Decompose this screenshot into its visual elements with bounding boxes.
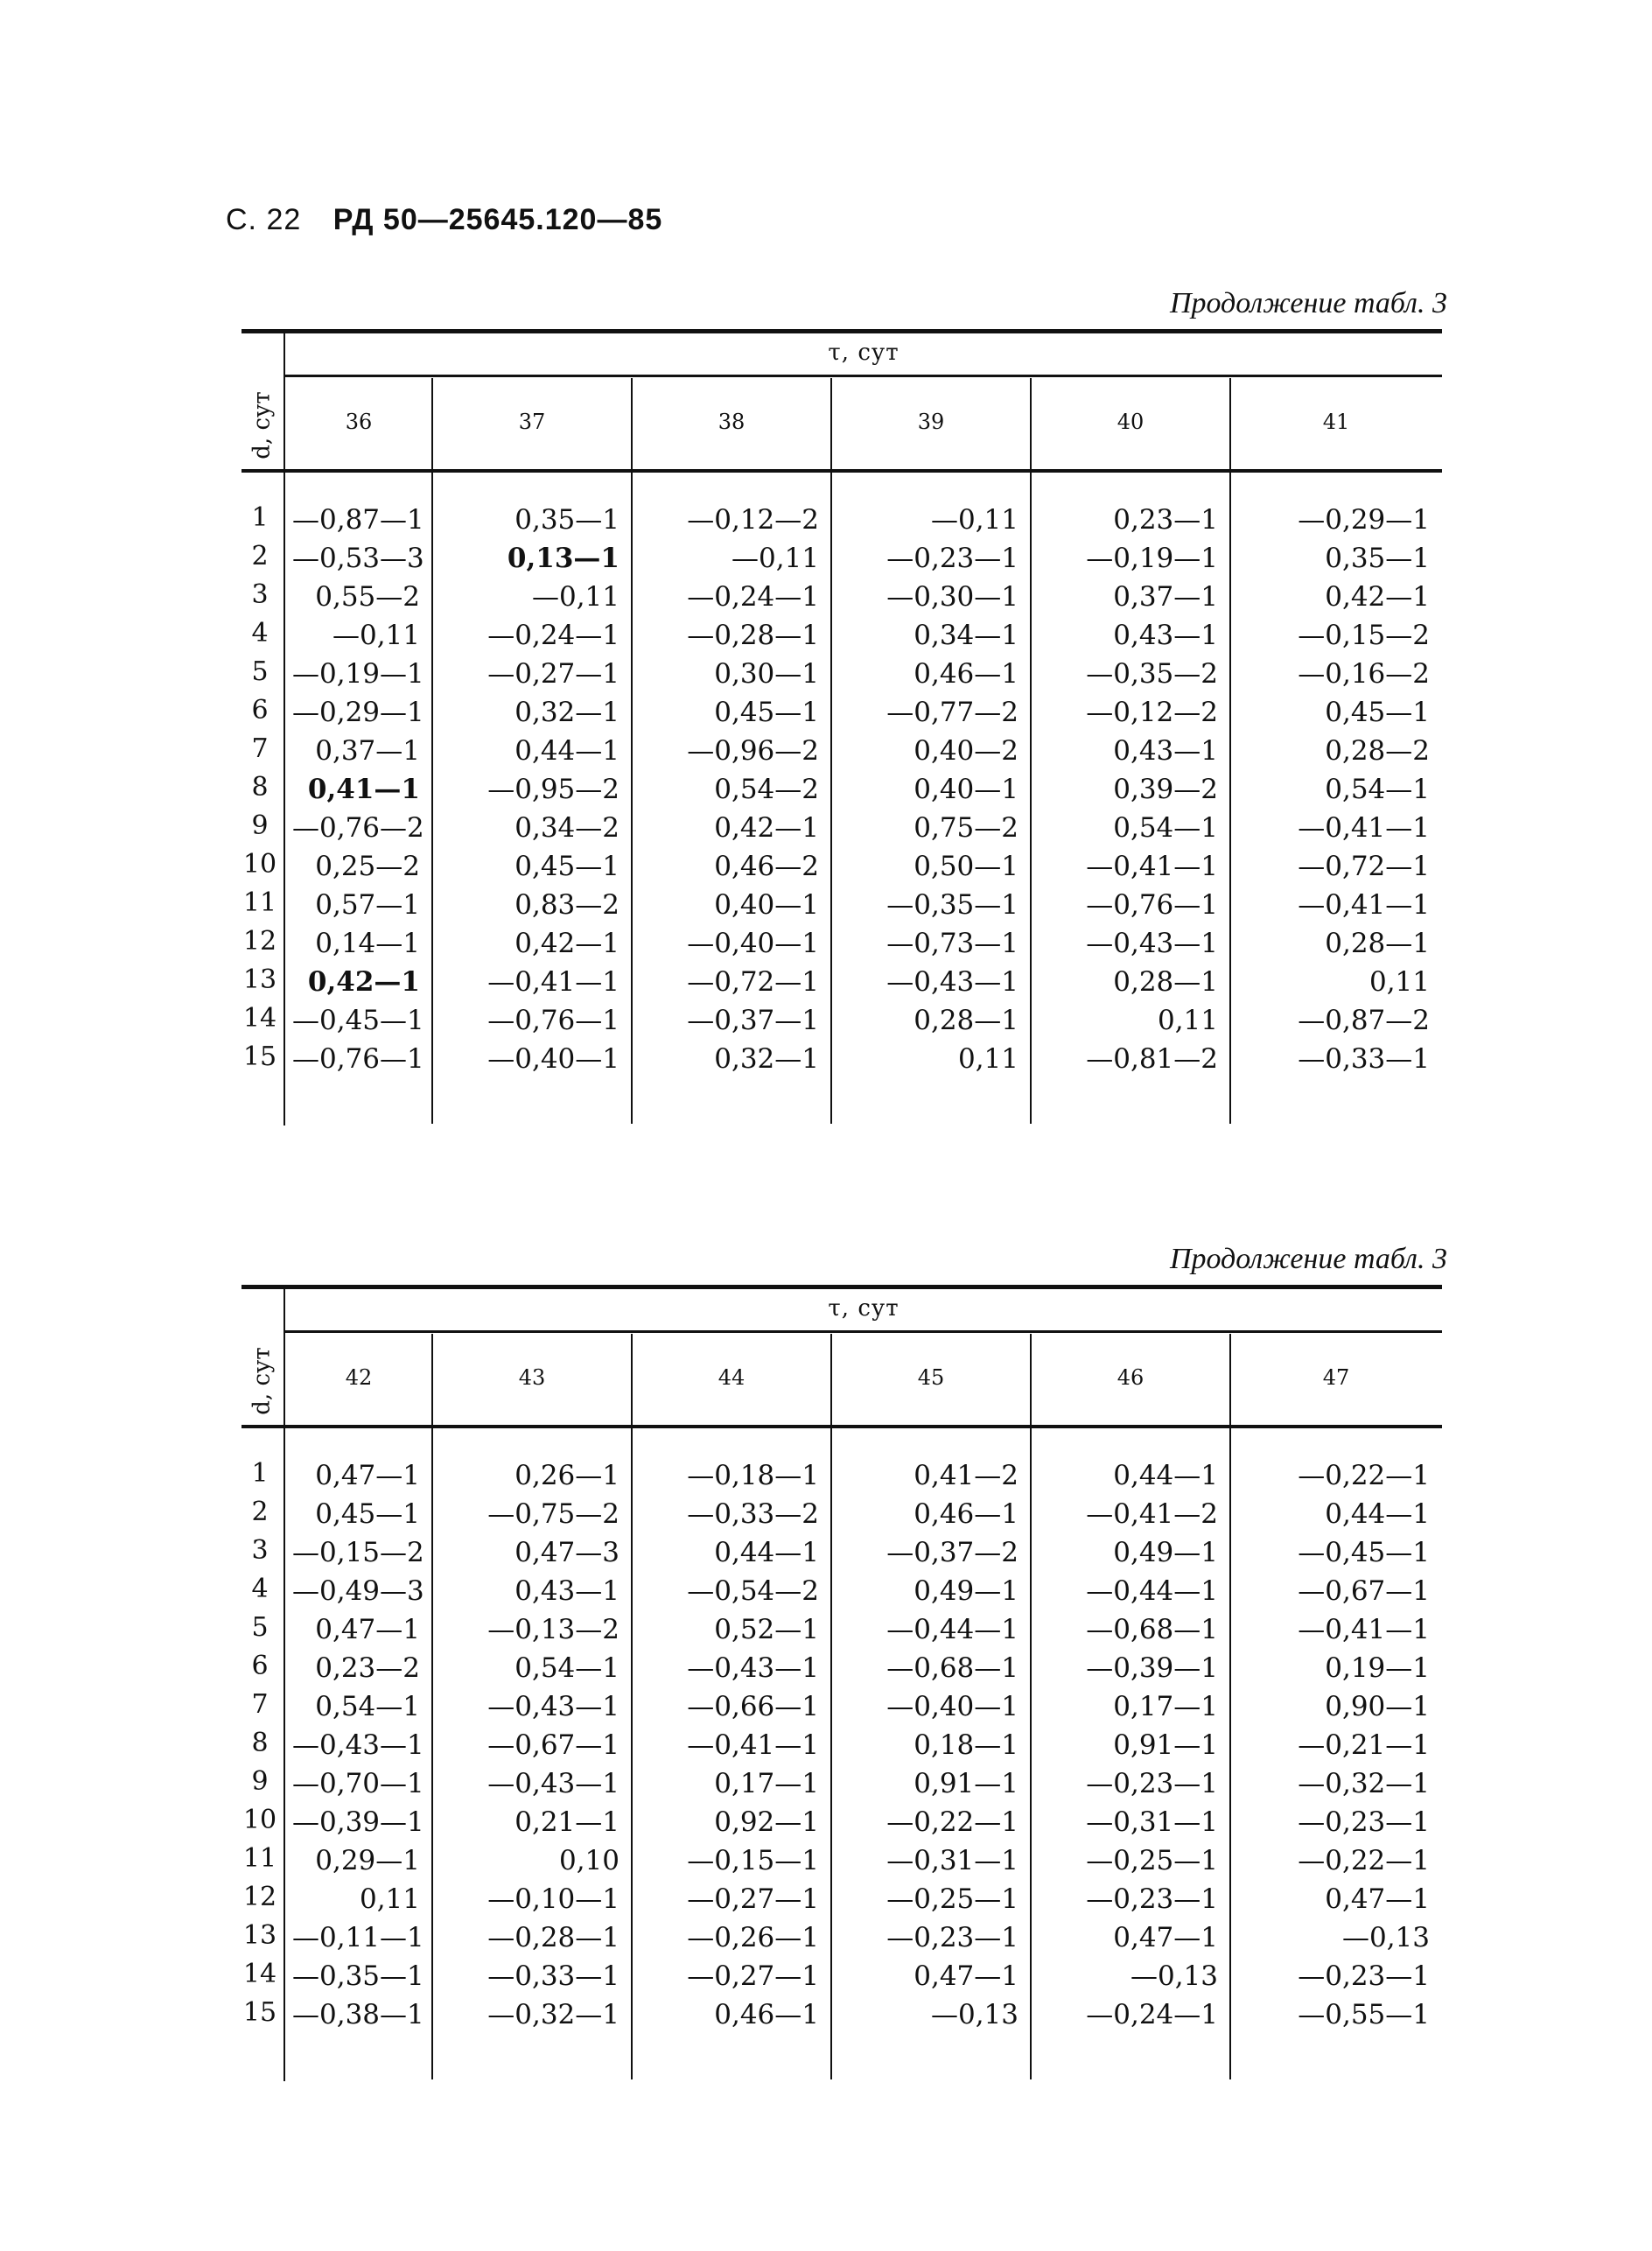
table-cell: —0,67—1	[487, 1729, 620, 1761]
table-cell: 0,13—1	[507, 543, 620, 574]
column-divider	[431, 378, 433, 1124]
column-header: 42	[345, 1365, 373, 1390]
table-cell: 0,35—1	[1325, 543, 1430, 574]
row-number: 12	[242, 926, 277, 957]
table-cell: —0,41—1	[687, 1729, 819, 1761]
table-cell: —0,10—1	[487, 1883, 620, 1915]
table-cell: —0,12—2	[687, 504, 819, 536]
table-cell: —0,35—1	[886, 889, 1018, 921]
table-cell: —0,43—1	[487, 1768, 620, 1799]
table-cell: 0,10	[558, 1845, 620, 1876]
table-cell: —0,40—1	[487, 1043, 620, 1075]
page-header	[226, 203, 662, 237]
table-cell: 0,42—1	[1325, 581, 1430, 613]
table-cell: —0,22—1	[1298, 1460, 1430, 1491]
table-cell: 0,34—2	[514, 812, 620, 844]
table-cell: —0,41—2	[1086, 1498, 1218, 1530]
tau-rule	[285, 1330, 1442, 1333]
d-axis-text: d, сут	[249, 1347, 276, 1415]
table-cell: 0,21—1	[514, 1806, 620, 1838]
table-cell: —0,33—2	[687, 1498, 819, 1530]
column-divider	[1030, 1334, 1032, 2079]
table-cell: —0,66—1	[687, 1691, 819, 1722]
table-cell: —0,13	[1341, 1922, 1430, 1953]
row-number: 2	[251, 1497, 269, 1527]
table-cell: —0,21—1	[1298, 1729, 1430, 1761]
column-divider	[1030, 378, 1032, 1124]
table-cell: —0,76—1	[1086, 889, 1218, 921]
table-cell: —0,44—1	[886, 1614, 1018, 1645]
table-cell: —0,25—1	[1086, 1845, 1218, 1876]
table-cell: —0,45—1	[1298, 1537, 1430, 1568]
table-cell: 0,11	[359, 1883, 420, 1915]
table-cell: 0,42—1	[514, 928, 620, 959]
table-cell: 0,19—1	[1325, 1652, 1430, 1684]
tau-rule	[285, 375, 1442, 377]
row-number: 7	[251, 1689, 269, 1720]
table-cell: 0,44—1	[514, 735, 620, 767]
table-cell: —0,40—1	[886, 1691, 1018, 1722]
table-cell: 0,44—1	[1113, 1460, 1218, 1491]
table-cell: 0,46—1	[714, 1999, 819, 2030]
table-top-rule	[242, 329, 1442, 333]
table-cell: 0,18—1	[914, 1729, 1018, 1761]
table-cell: —0,19—1	[292, 658, 424, 690]
table-cell: —0,28—1	[687, 620, 819, 651]
table-cell: —0,41—1	[1298, 812, 1430, 844]
column-header: 47	[1322, 1365, 1350, 1390]
table-cell: —0,28—1	[487, 1922, 620, 1953]
table-cell: 0,43—1	[514, 1575, 620, 1607]
row-number: 3	[251, 1535, 269, 1566]
table-cell: 0,47—3	[514, 1537, 620, 1568]
column-header: 44	[718, 1365, 746, 1390]
table-cell: 0,49—1	[914, 1575, 1018, 1607]
table-cell: —0,37—1	[687, 1005, 819, 1036]
row-number: 15	[242, 1997, 277, 2028]
table-cell: 0,47—1	[914, 1960, 1018, 1992]
table-cell: 0,41—2	[914, 1460, 1018, 1491]
table-cell: 0,90—1	[1325, 1691, 1430, 1722]
table-cell: —0,33—1	[1298, 1043, 1430, 1075]
table-caption: Продолжение табл. 3	[1169, 1243, 1447, 1275]
row-number: 10	[242, 1805, 277, 1835]
table-cell: 0,14—1	[315, 928, 420, 959]
table-cell: 0,23—2	[315, 1652, 420, 1684]
table-cell: —0,13	[1130, 1960, 1218, 1992]
table-cell: 0,28—1	[914, 1005, 1018, 1036]
row-number: 11	[242, 1843, 277, 1874]
table-cell: 0,11	[957, 1043, 1018, 1075]
table-cell: 0,45—1	[315, 1498, 420, 1530]
column-divider	[1229, 1334, 1231, 2079]
table-cell: 0,11	[1157, 1005, 1218, 1036]
table-cell: 0,32—1	[714, 1043, 819, 1075]
table-cell: —0,72—1	[687, 966, 819, 998]
table-top-rule	[242, 1285, 1442, 1289]
table-cell: —0,15—2	[1298, 620, 1430, 651]
row-number: 2	[251, 541, 269, 572]
column-divider	[631, 1334, 633, 2079]
table-cell: 0,55—2	[315, 581, 420, 613]
header-bottom-rule	[242, 469, 1442, 473]
column-header: 39	[917, 410, 945, 434]
table-cell: —0,40—1	[687, 928, 819, 959]
table-cell: —0,29—1	[292, 697, 424, 728]
table-cell: 0,45—1	[514, 851, 620, 882]
table-cell: 0,54—2	[714, 774, 819, 805]
tau-header: τ, сут	[828, 1295, 900, 1322]
table-cell: 0,37—1	[315, 735, 420, 767]
row-number: 4	[251, 1574, 269, 1604]
table-cell: 0,52—1	[714, 1614, 819, 1645]
table-cell: 0,37—1	[1113, 581, 1218, 613]
table-cell: 0,46—2	[714, 851, 819, 882]
table-cell: 0,45—1	[714, 697, 819, 728]
table-cell: —0,11	[531, 581, 620, 613]
table-cell: 0,28—1	[1325, 928, 1430, 959]
row-number: 13	[242, 964, 277, 995]
table-cell: —0,24—1	[487, 620, 620, 651]
d-axis-label	[243, 382, 282, 469]
table-cell: —0,81—2	[1086, 1043, 1218, 1075]
table-cell: —0,23—1	[1298, 1960, 1430, 1992]
tau-header: τ, сут	[828, 340, 900, 366]
table-cell: —0,87—1	[292, 504, 424, 536]
column-header: 43	[518, 1365, 546, 1390]
table-cell: —0,18—1	[687, 1460, 819, 1491]
table-cell: 0,35—1	[514, 504, 620, 536]
column-header: 40	[1116, 410, 1144, 434]
d-axis-label	[243, 1337, 282, 1425]
table-cell: —0,31—1	[1086, 1806, 1218, 1838]
table-cell: —0,31—1	[886, 1845, 1018, 1876]
row-number: 8	[251, 772, 269, 803]
column-header: 37	[518, 410, 546, 434]
table-cell: 0,44—1	[1325, 1498, 1430, 1530]
column-divider	[830, 1334, 832, 2079]
table-cell: —0,96—2	[687, 735, 819, 767]
table-cell: —0,43—1	[1086, 928, 1218, 959]
table-cell: 0,47—1	[315, 1460, 420, 1491]
document-code: РД 50—25645.120—85	[332, 203, 663, 236]
table-cell: 0,40—1	[914, 774, 1018, 805]
table-cell: —0,15—2	[292, 1537, 424, 1568]
table-cell: —0,39—1	[1086, 1652, 1218, 1684]
table-cell: —0,72—1	[1298, 851, 1430, 882]
column-divider	[1229, 378, 1231, 1124]
table-cell: —0,43—1	[487, 1691, 620, 1722]
table-cell: —0,39—1	[292, 1806, 424, 1838]
row-number: 8	[251, 1728, 269, 1758]
table-cell: —0,29—1	[1298, 504, 1430, 536]
table-cell: —0,54—2	[687, 1575, 819, 1607]
table-cell: 0,54—1	[1325, 774, 1430, 805]
table-cell: —0,77—2	[886, 697, 1018, 728]
table-cell: —0,24—1	[687, 581, 819, 613]
table-cell: —0,13	[930, 1999, 1018, 2030]
table-cell: 0,46—1	[914, 1498, 1018, 1530]
table-cell: —0,32—1	[1298, 1768, 1430, 1799]
table-cell: —0,38—1	[292, 1999, 424, 2030]
row-number: 7	[251, 733, 269, 764]
table-cell: 0,54—1	[1113, 812, 1218, 844]
row-number: 1	[251, 502, 269, 533]
table-cell: —0,33—1	[487, 1960, 620, 1992]
table-cell: —0,27—1	[687, 1883, 819, 1915]
table-cell: —0,55—1	[1298, 1999, 1430, 2030]
table-cell: 0,17—1	[1113, 1691, 1218, 1722]
table-cell: —0,24—1	[1086, 1999, 1218, 2030]
table-cell: —0,23—1	[886, 543, 1018, 574]
table-cell: —0,30—1	[886, 581, 1018, 613]
column-divider	[284, 333, 285, 1126]
table-cell: —0,11	[930, 504, 1018, 536]
table-cell: —0,35—1	[292, 1960, 424, 1992]
page-number: С. 22	[226, 203, 302, 236]
table-cell: —0,73—1	[886, 928, 1018, 959]
table-cell: —0,25—1	[886, 1883, 1018, 1915]
table-cell: —0,35—2	[1086, 658, 1218, 690]
table-cell: —0,26—1	[687, 1922, 819, 1953]
row-number: 5	[251, 656, 269, 687]
table-cell: 0,25—2	[315, 851, 420, 882]
table-cell: —0,15—1	[687, 1845, 819, 1876]
table-cell: 0,34—1	[914, 620, 1018, 651]
table-cell: 0,54—1	[514, 1652, 620, 1684]
table-cell: —0,53—3	[292, 543, 424, 574]
data-table	[242, 1285, 1442, 2081]
table-cell: —0,70—1	[292, 1768, 424, 1799]
table-cell: 0,75—2	[914, 812, 1018, 844]
table-cell: 0,44—1	[714, 1537, 819, 1568]
table-cell: 0,23—1	[1113, 504, 1218, 536]
table-cell: —0,19—1	[1086, 543, 1218, 574]
row-number: 6	[251, 695, 269, 726]
table-cell: 0,47—1	[1113, 1922, 1218, 1953]
table-cell: —0,44—1	[1086, 1575, 1218, 1607]
row-number: 1	[251, 1458, 269, 1489]
table-cell: —0,43—1	[292, 1729, 424, 1761]
table-cell: —0,23—1	[1086, 1883, 1218, 1915]
column-header: 46	[1116, 1365, 1144, 1390]
table-cell: 0,40—1	[714, 889, 819, 921]
row-number: 3	[251, 579, 269, 610]
column-divider	[284, 1288, 285, 2081]
table-cell: —0,41—1	[1298, 889, 1430, 921]
column-divider	[431, 1334, 433, 2079]
table-cell: 0,26—1	[514, 1460, 620, 1491]
row-number: 6	[251, 1651, 269, 1681]
table-cell: —0,11	[731, 543, 819, 574]
table-cell: 0,29—1	[315, 1845, 420, 1876]
table-cell: 0,91—1	[914, 1768, 1018, 1799]
row-number: 13	[242, 1920, 277, 1951]
table-cell: —0,68—1	[886, 1652, 1018, 1684]
table-cell: —0,23—1	[1086, 1768, 1218, 1799]
table-cell: 0,47—1	[1325, 1883, 1430, 1915]
table-cell: —0,16—2	[1298, 658, 1430, 690]
table-cell: —0,37—2	[886, 1537, 1018, 1568]
table-cell: 0,11	[1368, 966, 1430, 998]
table-cell: —0,11—1	[292, 1922, 424, 1953]
table-cell: —0,76—2	[292, 812, 424, 844]
table-cell: 0,17—1	[714, 1768, 819, 1799]
table-cell: 0,92—1	[714, 1806, 819, 1838]
row-number: 15	[242, 1041, 277, 1072]
row-number: 11	[242, 887, 277, 918]
table-cell: —0,76—1	[487, 1005, 620, 1036]
table-cell: 0,50—1	[914, 851, 1018, 882]
table-cell: —0,45—1	[292, 1005, 424, 1036]
row-number: 5	[251, 1612, 269, 1643]
row-number: 14	[242, 1003, 277, 1034]
table-caption: Продолжение табл. 3	[1169, 287, 1447, 319]
row-number: 12	[242, 1882, 277, 1912]
table-cell: 0,47—1	[315, 1614, 420, 1645]
column-header: 38	[718, 410, 746, 434]
table-cell: —0,49—3	[292, 1575, 424, 1607]
table-cell: —0,67—1	[1298, 1575, 1430, 1607]
table-cell: 0,43—1	[1113, 735, 1218, 767]
column-header: 36	[345, 410, 373, 434]
table-cell: 0,49—1	[1113, 1537, 1218, 1568]
table-cell: —0,41—1	[1086, 851, 1218, 882]
table-cell: —0,87—2	[1298, 1005, 1430, 1036]
table-cell: 0,39—2	[1113, 774, 1218, 805]
table-cell: 0,42—1	[307, 966, 420, 998]
table-cell: 0,41—1	[307, 774, 420, 805]
row-number: 4	[251, 618, 269, 649]
row-number: 14	[242, 1959, 277, 1989]
table-cell: 0,57—1	[315, 889, 420, 921]
row-number: 10	[242, 849, 277, 880]
table-cell: —0,22—1	[886, 1806, 1018, 1838]
table-cell: 0,40—2	[914, 735, 1018, 767]
table-cell: 0,46—1	[914, 658, 1018, 690]
table-cell: 0,28—2	[1325, 735, 1430, 767]
table-cell: —0,27—1	[487, 658, 620, 690]
table-cell: —0,23—1	[1298, 1806, 1430, 1838]
table-cell: —0,23—1	[886, 1922, 1018, 1953]
table-cell: —0,41—1	[1298, 1614, 1430, 1645]
column-header: 41	[1322, 410, 1350, 434]
table-cell: —0,11	[332, 620, 420, 651]
table-cell: 0,45—1	[1325, 697, 1430, 728]
table-cell: —0,13—2	[487, 1614, 620, 1645]
table-cell: 0,91—1	[1113, 1729, 1218, 1761]
table-cell: —0,68—1	[1086, 1614, 1218, 1645]
data-table	[242, 329, 1442, 1126]
table-cell: —0,43—1	[886, 966, 1018, 998]
header-bottom-rule	[242, 1425, 1442, 1428]
column-divider	[631, 378, 633, 1124]
table-cell: —0,32—1	[487, 1999, 620, 2030]
column-header: 45	[917, 1365, 945, 1390]
table-cell: 0,32—1	[514, 697, 620, 728]
column-divider	[830, 378, 832, 1124]
row-number: 9	[251, 810, 269, 841]
table-cell: —0,22—1	[1298, 1845, 1430, 1876]
d-axis-text: d, сут	[249, 391, 276, 459]
table-cell: 0,54—1	[315, 1691, 420, 1722]
table-cell: —0,43—1	[687, 1652, 819, 1684]
table-cell: —0,95—2	[487, 774, 620, 805]
table-cell: 0,30—1	[714, 658, 819, 690]
row-number: 9	[251, 1766, 269, 1797]
table-cell: —0,76—1	[292, 1043, 424, 1075]
table-cell: 0,42—1	[714, 812, 819, 844]
table-cell: 0,83—2	[514, 889, 620, 921]
table-cell: —0,27—1	[687, 1960, 819, 1992]
table-cell: —0,75—2	[487, 1498, 620, 1530]
table-cell: 0,28—1	[1113, 966, 1218, 998]
table-cell: —0,12—2	[1086, 697, 1218, 728]
table-cell: 0,43—1	[1113, 620, 1218, 651]
table-cell: —0,41—1	[487, 966, 620, 998]
